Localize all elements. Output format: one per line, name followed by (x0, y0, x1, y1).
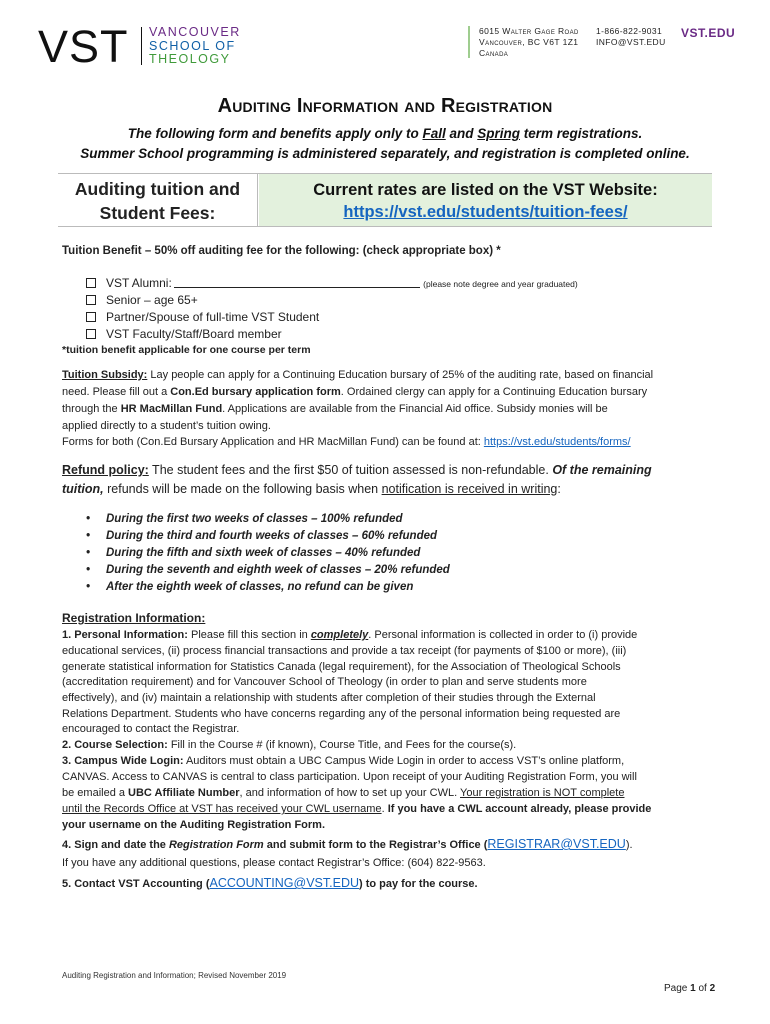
senior-checkbox[interactable] (86, 295, 96, 305)
reg-cwl-line: your username on the Auditing Registration Form. (62, 819, 326, 831)
website-link[interactable]: VST.EDU (681, 26, 736, 40)
fees-rates-text: Current rates are listed on the VST Website: (313, 181, 658, 199)
logo-mark: VST (38, 21, 129, 72)
reg-personal-line: (accreditation requirement) and for Vancouver School of Theology (in order to plan and serve students more (62, 676, 587, 688)
accounting-email-link[interactable]: ACCOUNTING@VST.EDU (209, 876, 360, 890)
fees-label: Auditing tuition and Student Fees: (58, 174, 258, 226)
fees-box (58, 173, 712, 227)
reg-personal-line: educational services, (ii) process financial transactions and provide a tax receipt (for payments of $100 or more), (iii) (62, 645, 627, 657)
registrar-email-link[interactable]: REGISTRAR@VST.EDU (487, 837, 626, 851)
address-line: Canada (479, 48, 509, 58)
benefit-option-alumni: VST Alumni: (please note degree and year graduated) (86, 275, 578, 292)
alumni-degree-field[interactable] (174, 278, 420, 288)
email-link[interactable]: INFO@VST.EDU (596, 37, 666, 47)
subtitle-line-1: The following form and benefits apply only to Fall and Spring term registrations. (127, 126, 643, 141)
reg-personal-line: generate statistical information for Statistics Canada (legal requirement), for the Association of Theological Schools (62, 661, 621, 673)
subsidy-line-4: applied directly to a student’s tuition owing. (62, 420, 271, 432)
subsidy-line-5: Forms for both (Con.Ed Bursary Application and HR MacMillan Fund) can be found at: https://vst.edu/students/forms/ (62, 436, 631, 448)
reg-personal-line: 1. Personal Information: Please fill this section in completely. Personal information is collected in order to (i) provide (62, 629, 638, 641)
subsidy-line-2: need. Please fill out a Con.Ed bursary application form. Ordained clergy can apply for a Continuing Education bursary (62, 386, 648, 398)
tuition-fees-link[interactable]: https://vst.edu/students/tuition-fees/ (343, 203, 628, 221)
logo-line-1: VANCOUVER (149, 25, 241, 39)
reg-course-selection: 2. Course Selection: Fill in the Course # (if known), Course Title, and Fees for the course(s). (62, 739, 517, 751)
partner-checkbox[interactable] (86, 312, 96, 322)
refund-item: • During the third and fourth weeks of classes – 60% refunded (86, 530, 438, 542)
address-line: 6015 Walter Gage Road (479, 26, 579, 36)
refund-line-1: Refund policy: The student fees and the first $50 of tuition assessed is non-refundable. Of the remaining (62, 463, 652, 477)
tuition-benefit-heading: Tuition Benefit – 50% off auditing fee for the following: (check appropriate box) * (62, 245, 501, 257)
refund-line-2: tuition, refunds will be made on the following basis when notification is received in writing: (62, 482, 561, 496)
benefit-option-senior: Senior – age 65+ (86, 292, 198, 308)
contact-block (596, 26, 666, 48)
benefit-option-partner: Partner/Spouse of full-time VST Student (86, 309, 319, 325)
logo-divider (141, 27, 142, 65)
address-line: Vancouver, BC V6T 1Z1 (479, 37, 579, 47)
fees-rates-panel (259, 174, 712, 226)
benefit-option-faculty: VST Faculty/Staff/Board member (86, 326, 282, 342)
alumni-checkbox[interactable] (86, 278, 96, 288)
reg-cwl-line: 3. Campus Wide Login: Auditors must obtain a UBC Campus Wide Login in order to access VST’s online platform, (62, 755, 625, 767)
reg-personal-line: encouraged to contact the Registrar. (62, 723, 240, 735)
registration-heading: Registration Information: (62, 611, 206, 625)
reg-submit-line: 4. Sign and date the Registration Form and submit form to the Registrar’s Office (REGISTRAR@VST.EDU). (62, 837, 633, 851)
reg-personal-line: effectively), and (iv) maintain a relationship with students after completion of their studies through the External (62, 692, 596, 704)
logo-line-3: THEOLOGY (149, 52, 231, 66)
forms-link[interactable]: https://vst.edu/students/forms/ (483, 436, 631, 448)
reg-registrar-phone: If you have any additional questions, please contact Registrar’s Office: (604) 822-9563. (62, 857, 486, 869)
refund-item: • During the first two weeks of classes – 100% refunded (86, 513, 403, 525)
faculty-checkbox[interactable] (86, 329, 96, 339)
alumni-note: (please note degree and year graduated) (423, 279, 578, 289)
refund-item: • During the fifth and sixth week of classes – 40% refunded (86, 547, 421, 559)
address-block (479, 26, 579, 59)
logo-wordmark (149, 26, 241, 67)
reg-cwl-line: CANVAS. Access to CANVAS is central to class participation. Upon receipt of your Auditing Registration Form, you will (62, 771, 637, 783)
reg-cwl-line: until the Records Office at VST has received your CWL username. If you have a CWL account already, please provide (62, 803, 652, 815)
reg-accounting-line: 5. Contact VST Accounting (ACCOUNTING@VST.EDU) to pay for the course. (62, 876, 478, 890)
page-title: Auditing Information and Registration (217, 95, 553, 117)
logo-line-2: SCHOOL OF (149, 38, 236, 53)
reg-cwl-line: be emailed a UBC Affiliate Number, and information of how to set up your CWL. Your registration is NOT complete (62, 787, 625, 799)
benefit-footnote: *tuition benefit applicable for one course per term (62, 344, 311, 356)
subsidy-line-1: Tuition Subsidy: Lay people can apply for a Continuing Education bursary of 25% of the auditing rate, based on financial (62, 369, 654, 381)
phone-number: 1-866-822-9031 (596, 26, 663, 36)
reg-personal-line: Relations Department. Students who have concerns regarding any of the personal information being requested are (62, 708, 621, 720)
footer-note: Auditing Registration and Information; Revised November 2019 (62, 971, 287, 980)
refund-item: • During the seventh and eighth week of classes – 20% refunded (86, 564, 450, 576)
page-number: Page 1 of 2 (664, 983, 716, 994)
subsidy-line-3: through the HR MacMillan Fund. Applications are available from the Financial Aid office. Subsidy monies will be (62, 403, 608, 415)
subtitle-line-2: Summer School programming is administered separately, and registration is completed online. (80, 146, 690, 161)
refund-item: • After the eighth week of classes, no refund can be given (86, 581, 414, 593)
address-divider (468, 26, 470, 58)
